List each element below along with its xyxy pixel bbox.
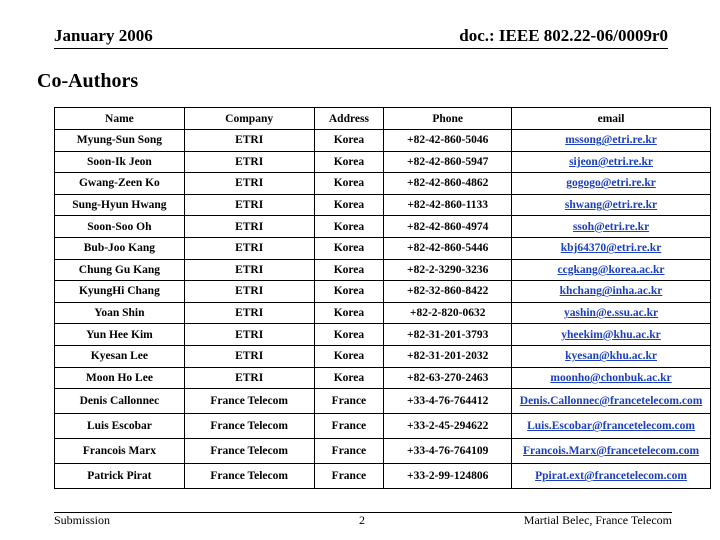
author-company: ETRI	[184, 194, 314, 216]
author-phone: +82-42-860-5947	[384, 151, 512, 173]
author-email-link[interactable]: yheekim@khu.ac.kr	[561, 328, 661, 341]
author-email-link[interactable]: Francois.Marx@francetelecom.com	[522, 445, 700, 458]
author-phone: +82-42-860-1133	[384, 194, 512, 216]
author-name: Myung-Sun Song	[55, 130, 185, 152]
author-address: Korea	[314, 173, 384, 195]
column-header-email: email	[512, 108, 711, 130]
author-company: ETRI	[184, 130, 314, 152]
author-email-link[interactable]: khchang@inha.ac.kr	[559, 285, 663, 298]
table-row	[55, 302, 711, 324]
author-email-link[interactable]: mssong@etri.re.kr	[565, 134, 657, 147]
table-row	[55, 216, 711, 238]
author-phone: +82-42-860-4974	[384, 216, 512, 238]
table-row	[55, 464, 711, 489]
author-address: Korea	[314, 259, 384, 281]
author-email-cell	[512, 324, 711, 346]
author-name: Francois Marx	[55, 439, 185, 464]
author-phone: +33-2-99-124806	[384, 464, 512, 489]
column-header-address: Address	[314, 108, 384, 130]
author-email-link[interactable]: shwang@etri.re.kr	[564, 199, 658, 212]
author-email-link[interactable]: sijeon@etri.re.kr	[569, 155, 653, 168]
author-email-cell	[512, 194, 711, 216]
author-address: France	[314, 464, 384, 489]
author-address: Korea	[314, 194, 384, 216]
header-doc-id: doc.: IEEE 802.22-06/0009r0	[459, 26, 668, 45]
author-email-link[interactable]: Ppirat.ext@francetelecom.com	[535, 470, 687, 483]
author-email-cell	[512, 464, 711, 489]
author-name: Yoan Shin	[55, 302, 185, 324]
author-name: KyungHi Chang	[55, 281, 185, 303]
table-row	[55, 439, 711, 464]
table-row	[55, 173, 711, 195]
author-phone: +82-42-860-5046	[384, 130, 512, 152]
table-row	[55, 281, 711, 303]
author-address: Korea	[314, 237, 384, 259]
author-address: Korea	[314, 345, 384, 367]
author-email-link[interactable]: kbj64370@etri.re.kr	[560, 242, 662, 255]
author-name: Soon-Ik Jeon	[55, 151, 185, 173]
author-email-link[interactable]: ssoh@etri.re.kr	[572, 220, 650, 233]
column-header-phone: Phone	[384, 108, 512, 130]
author-company: ETRI	[184, 302, 314, 324]
author-phone: +82-31-201-3793	[384, 324, 512, 346]
author-address: Korea	[314, 216, 384, 238]
author-phone: +82-32-860-8422	[384, 281, 512, 303]
author-name: Bub-Joo Kang	[55, 237, 185, 259]
author-email-cell	[512, 367, 711, 389]
author-email-cell	[512, 389, 711, 414]
author-address: Korea	[314, 302, 384, 324]
author-email-cell	[512, 345, 711, 367]
author-name: Patrick Pirat	[55, 464, 185, 489]
table-row	[55, 324, 711, 346]
table-row	[55, 151, 711, 173]
author-name: Denis Callonnec	[55, 389, 185, 414]
author-address: France	[314, 414, 384, 439]
table-row	[55, 389, 711, 414]
author-address: Korea	[314, 281, 384, 303]
author-name: Soon-Soo Oh	[55, 216, 185, 238]
slide-footer	[54, 512, 672, 527]
author-email-link[interactable]: Denis.Callonnec@francetelecom.com	[519, 395, 703, 408]
author-company: ETRI	[184, 259, 314, 281]
author-email-cell	[512, 302, 711, 324]
page-title: Co-Authors	[37, 70, 139, 92]
author-company: France Telecom	[184, 389, 314, 414]
author-email-cell	[512, 173, 711, 195]
author-company: ETRI	[184, 345, 314, 367]
author-company: ETRI	[184, 173, 314, 195]
author-company: France Telecom	[184, 414, 314, 439]
author-company: France Telecom	[184, 464, 314, 489]
column-header-name: Name	[55, 108, 185, 130]
author-phone: +82-42-860-5446	[384, 237, 512, 259]
author-email-cell	[512, 151, 711, 173]
author-email-link[interactable]: kyesan@khu.ac.kr	[565, 350, 657, 363]
author-company: ETRI	[184, 151, 314, 173]
author-email-cell	[512, 414, 711, 439]
author-email-cell	[512, 130, 711, 152]
author-company: ETRI	[184, 237, 314, 259]
author-phone: +82-63-270-2463	[384, 367, 512, 389]
header-date: January 2006	[54, 26, 153, 45]
author-company: ETRI	[184, 367, 314, 389]
author-email-link[interactable]: gogogo@etri.re.kr	[566, 177, 656, 190]
author-phone: +82-2-820-0632	[384, 302, 512, 324]
table-row	[55, 345, 711, 367]
author-company: ETRI	[184, 281, 314, 303]
table-row	[55, 414, 711, 439]
author-company: ETRI	[184, 216, 314, 238]
author-email-link[interactable]: moonho@chonbuk.ac.kr	[550, 371, 672, 384]
author-company: France Telecom	[184, 439, 314, 464]
column-header-company: Company	[184, 108, 314, 130]
author-phone: +33-4-76-764412	[384, 389, 512, 414]
author-name: Sung-Hyun Hwang	[55, 194, 185, 216]
author-phone: +82-42-860-4862	[384, 173, 512, 195]
author-address: Korea	[314, 324, 384, 346]
footer-author: Martial Belec, France Telecom	[523, 513, 672, 527]
author-phone: +33-4-76-764109	[384, 439, 512, 464]
author-email-cell	[512, 216, 711, 238]
author-name: Gwang-Zeen Ko	[55, 173, 185, 195]
author-email-cell	[512, 237, 711, 259]
author-email-cell	[512, 259, 711, 281]
author-email-link[interactable]: ccgkang@korea.ac.kr	[557, 263, 665, 276]
author-email-cell	[512, 281, 711, 303]
table-row	[55, 259, 711, 281]
author-company: ETRI	[184, 324, 314, 346]
author-name: Chung Gu Kang	[55, 259, 185, 281]
author-name: Yun Hee Kim	[55, 324, 185, 346]
table-header-row	[55, 108, 711, 130]
author-address: Korea	[314, 130, 384, 152]
co-authors-table	[54, 107, 711, 489]
table-row	[55, 237, 711, 259]
author-phone: +33-2-45-294622	[384, 414, 512, 439]
author-phone: +82-2-3290-3236	[384, 259, 512, 281]
author-address: France	[314, 439, 384, 464]
author-email-cell	[512, 439, 711, 464]
author-email-link[interactable]: yashin@e.ssu.ac.kr	[563, 307, 659, 320]
author-address: France	[314, 389, 384, 414]
table-row	[55, 194, 711, 216]
slide-header	[54, 26, 668, 49]
author-email-link[interactable]: Luis.Escobar@francetelecom.com	[527, 420, 695, 433]
table-row	[55, 130, 711, 152]
author-address: Korea	[314, 367, 384, 389]
author-name: Kyesan Lee	[55, 345, 185, 367]
author-phone: +82-31-201-2032	[384, 345, 512, 367]
page-number: 2	[359, 513, 365, 527]
footer-submission: Submission	[54, 513, 111, 527]
author-name: Luis Escobar	[55, 414, 185, 439]
author-name: Moon Ho Lee	[55, 367, 185, 389]
table-row	[55, 367, 711, 389]
author-address: Korea	[314, 151, 384, 173]
